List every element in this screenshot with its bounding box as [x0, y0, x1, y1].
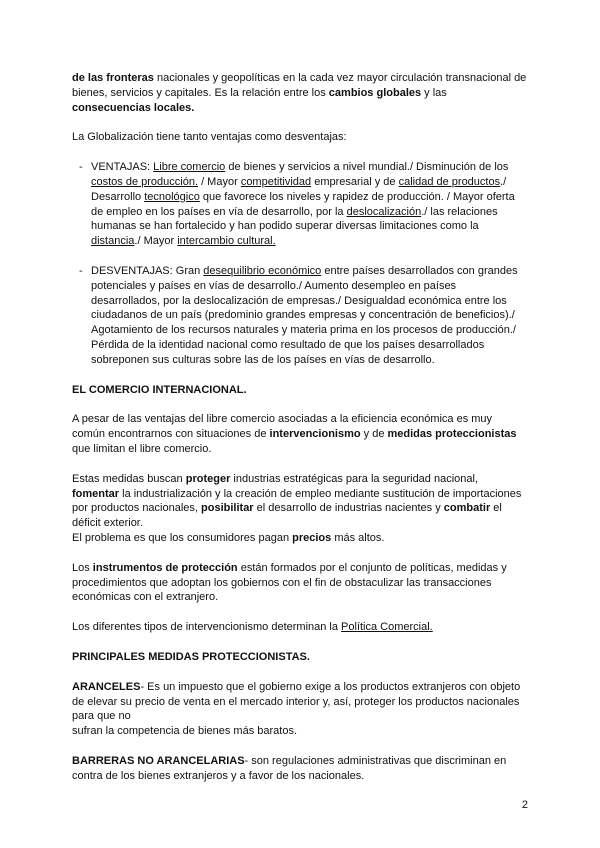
paragraph-instrumentos: Los instrumentos de protección están formados por el conjunto de políticas, medidas y procedimientos que adoptan los gobiernos con el fin de obstaculizar las transacciones económicas con el extranjero.: [72, 561, 507, 604]
paragraph-aranceles-cont: sufran la competencia de bienes más baratos.: [72, 725, 298, 738]
paragraph-aranceles: ARANCELES- Es un impuesto que el gobierno exige a los productos extranjeros con objeto de elevar su precio de venta en el mercado interior y, así, proteger los productos nacionales para que no: [72, 680, 521, 723]
paragraph-precios: El problema es que los consumidores pagan precios más altos.: [72, 531, 385, 544]
paragraph-politica-comercial: Los diferentes tipos de intervencionismo determinan la Política Comercial.: [72, 621, 433, 634]
page-number: 2: [521, 799, 528, 811]
paragraph-pros-cons-intro: La Globalización tiene tanto ventajas como desventajas:: [72, 131, 347, 144]
paragraph-medidas-objetivos: Estas medidas buscan proteger industrias estratégicas para la seguridad nacional, fomentar la industrialización y la creación de empleo mediante sustitución de importaciones por productos nacionales, posibilitar el desarrollo de industrias nacientes y combatir el déficit exterior.: [72, 472, 522, 530]
paragraph-globalization-definition: de las fronteras nacionales y geopolíticas en la cada vez mayor circulación transnacional de bienes, servicios y capitales. Es la relación entre los cambios globales y las consecuencias locales.: [72, 72, 527, 114]
heading-medidas-proteccionistas: PRINCIPALES MEDIDAS PROTECCIONISTAS.: [72, 650, 310, 663]
pros-cons-list: [72, 160, 528, 367]
paragraph-intervencionismo: A pesar de las ventajas del libre comercio asociadas a la eficiencia económica es muy común encontrarnos con situaciones de intervencionismo y de medidas proteccionistas que limitan el libre comercio.: [72, 413, 517, 455]
list-item-ventajas: - VENTAJAS: Libre comercio de bienes y servicios a nivel mundial./ Disminución de los costos de producción. / Mayor competitividad empresarial y de calidad de productos./ Desarrollo tecnológico que favorece los niveles y rapidez de producción. / Mayor oferta de empleo en los países en vía de desarrollo, por la deslocalización./ las relaciones humanas se han fortalecido y han podido superar diversas limitaciones como la distancia./ Mayor intercambio cultural.: [79, 161, 515, 248]
paragraph-barreras: BARRERAS NO ARANCELARIAS- son regulaciones administrativas que discriminan en contra de los bienes extranjeros y a favor de los nacionales.: [72, 754, 507, 782]
heading-comercio-internacional: EL COMERCIO INTERNACIONAL.: [72, 383, 247, 396]
list-item-desventajas: - DESVENTAJAS: Gran desequilibrio económico entre países desarrollados con grandes potenciales y países en vías de desarrollo./ Aumento desempleo en países desarrollados, por la deslocalización de empresas./ Desigualdad económica entre los ciudadanos de un país (predominio grandes empresas y concentración de beneficios)./ Agotamiento de los recursos naturales y materia prima en los procesos de producción./ Pérdida de la identidad nacional como resultado de que los países desarrollados sobreponen sus culturas sobre las de los países en vías de desarrollo.: [79, 264, 518, 366]
page-content: [72, 71, 528, 783]
